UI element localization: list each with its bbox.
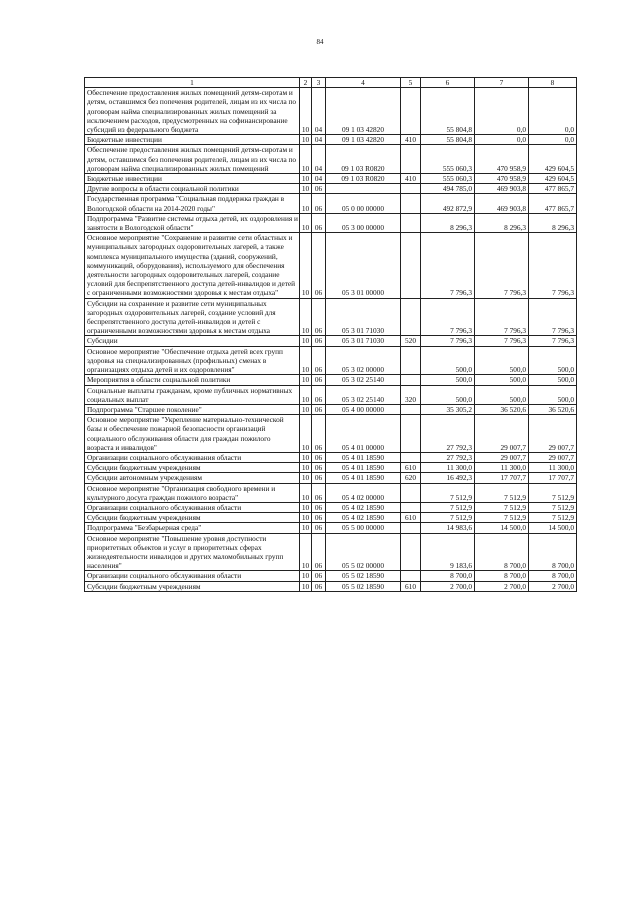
table-row (85, 415, 577, 453)
row-target-code: 05 3 01 00000 (326, 233, 401, 298)
table-row (85, 336, 577, 346)
table-row (85, 298, 577, 336)
row-subsection: 06 (312, 513, 326, 523)
row-amount-col6: 35 305,2 (421, 404, 475, 414)
row-section: 10 (300, 581, 312, 591)
row-name: Обеспечение предоставления жилых помещений детям-сиротам и детям, оставшимся без попечения родителей, лицам из их числа по договорам найма специализированных жилых помещений (85, 145, 300, 174)
row-name: Субсидии на сохранение и развитие сети муниципальных загородных оздоровительных лагерей, создание условий для беспрепятственного доступа детей-инвалидов и детей с ограниченными возможностями здоровья к местам отдыха (85, 298, 300, 336)
row-amount-col7: 0,0 (475, 135, 529, 145)
row-amount-col6: 500,0 (421, 375, 475, 385)
row-expense-type (401, 523, 421, 533)
row-target-code: 05 3 01 71030 (326, 298, 401, 336)
row-expense-type (401, 483, 421, 502)
table-row (85, 145, 577, 174)
row-amount-col6: 9 183,6 (421, 533, 475, 571)
row-name: Бюджетные инвестиции (85, 135, 300, 145)
row-section: 10 (300, 174, 312, 184)
row-amount-col8: 7 796,3 (529, 233, 577, 298)
table-row (85, 483, 577, 502)
row-amount-col6: 14 983,6 (421, 523, 475, 533)
row-expense-type: 610 (401, 463, 421, 473)
row-expense-type: 320 (401, 385, 421, 404)
row-section: 10 (300, 385, 312, 404)
row-target-code: 05 0 00 00000 (326, 194, 401, 213)
row-amount-col7: 469 903,8 (475, 194, 529, 213)
row-subsection: 06 (312, 483, 326, 502)
row-amount-col6: 55 804,8 (421, 135, 475, 145)
column-header: 4 (326, 78, 401, 88)
row-amount-col6: 7 512,9 (421, 513, 475, 523)
row-name: Государственная программа "Социальная поддержка граждан в Вологодской области на 2014-2020 годы" (85, 194, 300, 213)
row-amount-col7: 14 500,0 (475, 523, 529, 533)
row-section: 10 (300, 346, 312, 375)
row-amount-col6: 27 792,3 (421, 415, 475, 453)
row-target-code: 05 4 02 18590 (326, 513, 401, 523)
row-subsection: 06 (312, 571, 326, 581)
row-target-code: 05 4 00 00000 (326, 404, 401, 414)
row-target-code: 05 5 02 18590 (326, 581, 401, 591)
row-section: 10 (300, 233, 312, 298)
row-amount-col6: 555 060,3 (421, 145, 475, 174)
row-target-code: 09 1 03 42820 (326, 135, 401, 145)
row-section: 10 (300, 145, 312, 174)
row-amount-col7: 500,0 (475, 385, 529, 404)
table-row (85, 213, 577, 232)
row-section: 10 (300, 404, 312, 414)
row-subsection: 06 (312, 502, 326, 512)
row-amount-col7: 7 796,3 (475, 298, 529, 336)
row-expense-type (401, 346, 421, 375)
row-amount-col6: 492 872,9 (421, 194, 475, 213)
row-amount-col6: 55 804,8 (421, 88, 475, 135)
row-amount-col8: 8 700,0 (529, 571, 577, 581)
table-row (85, 375, 577, 385)
column-header: 5 (401, 78, 421, 88)
row-section: 10 (300, 452, 312, 462)
row-amount-col6: 500,0 (421, 346, 475, 375)
row-expense-type (401, 145, 421, 174)
row-section: 10 (300, 184, 312, 194)
row-target-code: 05 4 02 00000 (326, 483, 401, 502)
row-amount-col6: 7 796,3 (421, 233, 475, 298)
table-row (85, 135, 577, 145)
row-target-code: 05 5 00 00000 (326, 523, 401, 533)
budget-table (84, 77, 577, 592)
table-row (85, 452, 577, 462)
row-amount-col8: 29 007,7 (529, 415, 577, 453)
row-name: Бюджетные инвестиции (85, 174, 300, 184)
table-row (85, 385, 577, 404)
row-expense-type (401, 533, 421, 571)
table-row (85, 346, 577, 375)
row-amount-col7: 7 512,9 (475, 502, 529, 512)
row-amount-col8: 0,0 (529, 88, 577, 135)
row-section: 10 (300, 483, 312, 502)
row-expense-type (401, 213, 421, 232)
row-section: 10 (300, 298, 312, 336)
row-target-code (326, 184, 401, 194)
row-name: Мероприятия в области социальной политики (85, 375, 300, 385)
row-subsection: 06 (312, 452, 326, 462)
row-subsection: 06 (312, 184, 326, 194)
row-section: 10 (300, 88, 312, 135)
row-amount-col7: 29 007,7 (475, 452, 529, 462)
row-expense-type (401, 415, 421, 453)
column-header: 2 (300, 78, 312, 88)
row-amount-col6: 27 792,3 (421, 452, 475, 462)
row-subsection: 06 (312, 404, 326, 414)
row-amount-col8: 429 604,5 (529, 174, 577, 184)
row-subsection: 04 (312, 174, 326, 184)
row-amount-col6: 7 796,3 (421, 298, 475, 336)
row-name: Субсидии (85, 336, 300, 346)
table-row (85, 581, 577, 591)
row-subsection: 06 (312, 346, 326, 375)
row-amount-col7: 7 796,3 (475, 336, 529, 346)
row-amount-col7: 29 007,7 (475, 415, 529, 453)
column-header: 7 (475, 78, 529, 88)
row-target-code: 09 1 03 R0820 (326, 145, 401, 174)
row-expense-type (401, 452, 421, 462)
row-amount-col7: 2 700,0 (475, 581, 529, 591)
row-amount-col8: 7 512,9 (529, 483, 577, 502)
row-amount-col8: 429 604,5 (529, 145, 577, 174)
table-row (85, 404, 577, 414)
table-row (85, 523, 577, 533)
table-row (85, 571, 577, 581)
column-header: 8 (529, 78, 577, 88)
row-target-code: 05 4 01 00000 (326, 415, 401, 453)
row-amount-col6: 8 296,3 (421, 213, 475, 232)
row-name: Основное мероприятие "Организация свободного времени и культурного досуга граждан пожилого возраста" (85, 483, 300, 502)
row-amount-col7: 8 296,3 (475, 213, 529, 232)
row-target-code: 05 3 02 25140 (326, 375, 401, 385)
row-section: 10 (300, 473, 312, 483)
row-name: Субсидии бюджетным учреждениям (85, 513, 300, 523)
row-amount-col8: 0,0 (529, 135, 577, 145)
row-name: Основное мероприятие "Обеспечение отдыха детей всех групп здоровья на специализированных (профильных) сменах в организациях отдыха детей и их оздоровления" (85, 346, 300, 375)
row-target-code: 05 4 01 18590 (326, 473, 401, 483)
row-amount-col6: 7 512,9 (421, 483, 475, 502)
row-name: Организации социального обслуживания области (85, 502, 300, 512)
row-section: 10 (300, 502, 312, 512)
row-target-code: 05 3 00 00000 (326, 213, 401, 232)
row-target-code: 05 5 02 18590 (326, 571, 401, 581)
row-section: 10 (300, 213, 312, 232)
row-name: Субсидии бюджетным учреждениям (85, 463, 300, 473)
row-target-code: 05 5 02 00000 (326, 533, 401, 571)
table-row (85, 473, 577, 483)
row-expense-type: 610 (401, 513, 421, 523)
row-section: 10 (300, 415, 312, 453)
row-expense-type (401, 571, 421, 581)
row-expense-type (401, 233, 421, 298)
column-header: 3 (312, 78, 326, 88)
row-expense-type: 520 (401, 336, 421, 346)
row-amount-col8: 477 865,7 (529, 184, 577, 194)
row-amount-col7: 11 300,0 (475, 463, 529, 473)
row-amount-col7: 500,0 (475, 346, 529, 375)
row-amount-col7: 7 512,9 (475, 483, 529, 502)
row-amount-col8: 477 865,7 (529, 194, 577, 213)
row-expense-type (401, 184, 421, 194)
row-amount-col8: 500,0 (529, 375, 577, 385)
row-subsection: 06 (312, 375, 326, 385)
row-target-code: 09 1 03 R0820 (326, 174, 401, 184)
row-amount-col8: 2 700,0 (529, 581, 577, 591)
row-expense-type (401, 502, 421, 512)
row-amount-col6: 8 700,0 (421, 571, 475, 581)
row-amount-col7: 500,0 (475, 375, 529, 385)
row-expense-type (401, 404, 421, 414)
row-expense-type (401, 375, 421, 385)
row-amount-col7: 470 958,9 (475, 174, 529, 184)
table-row (85, 184, 577, 194)
row-name: Подпрограмма "Безбарьерная среда" (85, 523, 300, 533)
row-amount-col7: 0,0 (475, 88, 529, 135)
row-amount-col8: 17 707,7 (529, 473, 577, 483)
row-amount-col7: 470 958,9 (475, 145, 529, 174)
table-row (85, 533, 577, 571)
row-subsection: 06 (312, 385, 326, 404)
row-amount-col8: 7 512,9 (529, 502, 577, 512)
row-section: 10 (300, 375, 312, 385)
row-name: Обеспечение предоставления жилых помещений детям-сиротам и детям, оставшимся без попечения родителей, лицам из их числа по договорам найма специализированных жилых помещений за исключением расходов, предусмотренных на софинансирование субсидий из федерального бюджета (85, 88, 300, 135)
row-name: Субсидии автономным учреждениям (85, 473, 300, 483)
row-name: Подпрограмма "Развитие системы отдыха детей, их оздоровления и занятости в Вологодской области" (85, 213, 300, 232)
row-section: 10 (300, 336, 312, 346)
row-subsection: 04 (312, 88, 326, 135)
row-expense-type: 410 (401, 135, 421, 145)
row-expense-type: 410 (401, 174, 421, 184)
row-amount-col8: 11 300,0 (529, 463, 577, 473)
table-row (85, 174, 577, 184)
row-section: 10 (300, 571, 312, 581)
row-name: Подпрограмма "Старшее поколение" (85, 404, 300, 414)
row-subsection: 06 (312, 233, 326, 298)
row-section: 10 (300, 135, 312, 145)
row-subsection: 04 (312, 135, 326, 145)
row-amount-col7: 8 700,0 (475, 571, 529, 581)
table-row (85, 463, 577, 473)
table-row (85, 194, 577, 213)
row-amount-col8: 500,0 (529, 385, 577, 404)
row-amount-col7: 36 520,6 (475, 404, 529, 414)
row-subsection: 06 (312, 581, 326, 591)
row-amount-col7: 469 903,8 (475, 184, 529, 194)
row-name: Социальные выплаты гражданам, кроме публичных нормативных социальных выплат (85, 385, 300, 404)
row-amount-col6: 16 492,3 (421, 473, 475, 483)
row-section: 10 (300, 513, 312, 523)
row-subsection: 06 (312, 533, 326, 571)
row-name: Другие вопросы в области социальной политики (85, 184, 300, 194)
column-header: 1 (85, 78, 300, 88)
row-subsection: 06 (312, 415, 326, 453)
table-header-row (85, 78, 577, 88)
row-amount-col8: 7 512,9 (529, 513, 577, 523)
row-section: 10 (300, 523, 312, 533)
row-amount-col8: 7 796,3 (529, 298, 577, 336)
column-header: 6 (421, 78, 475, 88)
row-section: 10 (300, 533, 312, 571)
row-expense-type: 620 (401, 473, 421, 483)
row-amount-col7: 8 700,0 (475, 533, 529, 571)
row-section: 10 (300, 463, 312, 473)
row-amount-col6: 500,0 (421, 385, 475, 404)
row-amount-col6: 494 785,0 (421, 184, 475, 194)
row-section: 10 (300, 194, 312, 213)
row-name: Основное мероприятие "Укрепление материально-технической базы и обеспечение пожарной безопасности организаций социального обслуживания области для граждан пожилого возраста и инвалидов" (85, 415, 300, 453)
row-subsection: 06 (312, 473, 326, 483)
row-target-code: 05 4 02 18590 (326, 502, 401, 512)
row-expense-type (401, 194, 421, 213)
row-subsection: 06 (312, 463, 326, 473)
row-amount-col8: 7 796,3 (529, 336, 577, 346)
row-amount-col7: 7 512,9 (475, 513, 529, 523)
row-subsection: 04 (312, 145, 326, 174)
row-target-code: 09 1 03 42820 (326, 88, 401, 135)
row-amount-col6: 7 796,3 (421, 336, 475, 346)
row-amount-col8: 36 520,6 (529, 404, 577, 414)
row-subsection: 06 (312, 194, 326, 213)
row-expense-type (401, 88, 421, 135)
row-amount-col6: 11 300,0 (421, 463, 475, 473)
row-subsection: 06 (312, 213, 326, 232)
row-amount-col8: 500,0 (529, 346, 577, 375)
row-amount-col7: 17 707,7 (475, 473, 529, 483)
row-name: Субсидии бюджетным учреждениям (85, 581, 300, 591)
table-row (85, 233, 577, 298)
row-expense-type: 610 (401, 581, 421, 591)
row-subsection: 06 (312, 523, 326, 533)
row-name: Основное мероприятие "Сохранение и развитие сети областных и муниципальных загородных оздоровительных лагерей, а также комплекса муниципального имущества (зданий, сооружений, коммуникаций, оборудования), используемого для обеспечения деятельности загородных оздоровительных лагерей, создание условий для беспрепятственного доступа детей-инвалидов и детей с ограниченными возможностями здоровья к местам отдыха" (85, 233, 300, 298)
row-target-code: 05 4 01 18590 (326, 463, 401, 473)
row-target-code: 05 3 01 71030 (326, 336, 401, 346)
row-subsection: 06 (312, 298, 326, 336)
table-row (85, 513, 577, 523)
row-subsection: 06 (312, 336, 326, 346)
row-amount-col8: 29 007,7 (529, 452, 577, 462)
row-amount-col8: 14 500,0 (529, 523, 577, 533)
row-target-code: 05 3 02 25140 (326, 385, 401, 404)
table-row (85, 88, 577, 135)
row-expense-type (401, 298, 421, 336)
row-target-code: 05 4 01 18590 (326, 452, 401, 462)
row-amount-col8: 8 700,0 (529, 533, 577, 571)
row-target-code: 05 3 02 00000 (326, 346, 401, 375)
table-row (85, 502, 577, 512)
page-number: 84 (316, 38, 324, 46)
row-amount-col6: 555 060,3 (421, 174, 475, 184)
row-amount-col8: 8 296,3 (529, 213, 577, 232)
row-name: Основное мероприятие "Повышение уровня доступности приоритетных объектов и услуг в приоритетных сферах жизнедеятельности инвалидов и других маломобильных групп населения" (85, 533, 300, 571)
row-amount-col6: 7 512,9 (421, 502, 475, 512)
row-amount-col7: 7 796,3 (475, 233, 529, 298)
row-amount-col6: 2 700,0 (421, 581, 475, 591)
row-name: Организации социального обслуживания области (85, 571, 300, 581)
row-name: Организации социального обслуживания области (85, 452, 300, 462)
